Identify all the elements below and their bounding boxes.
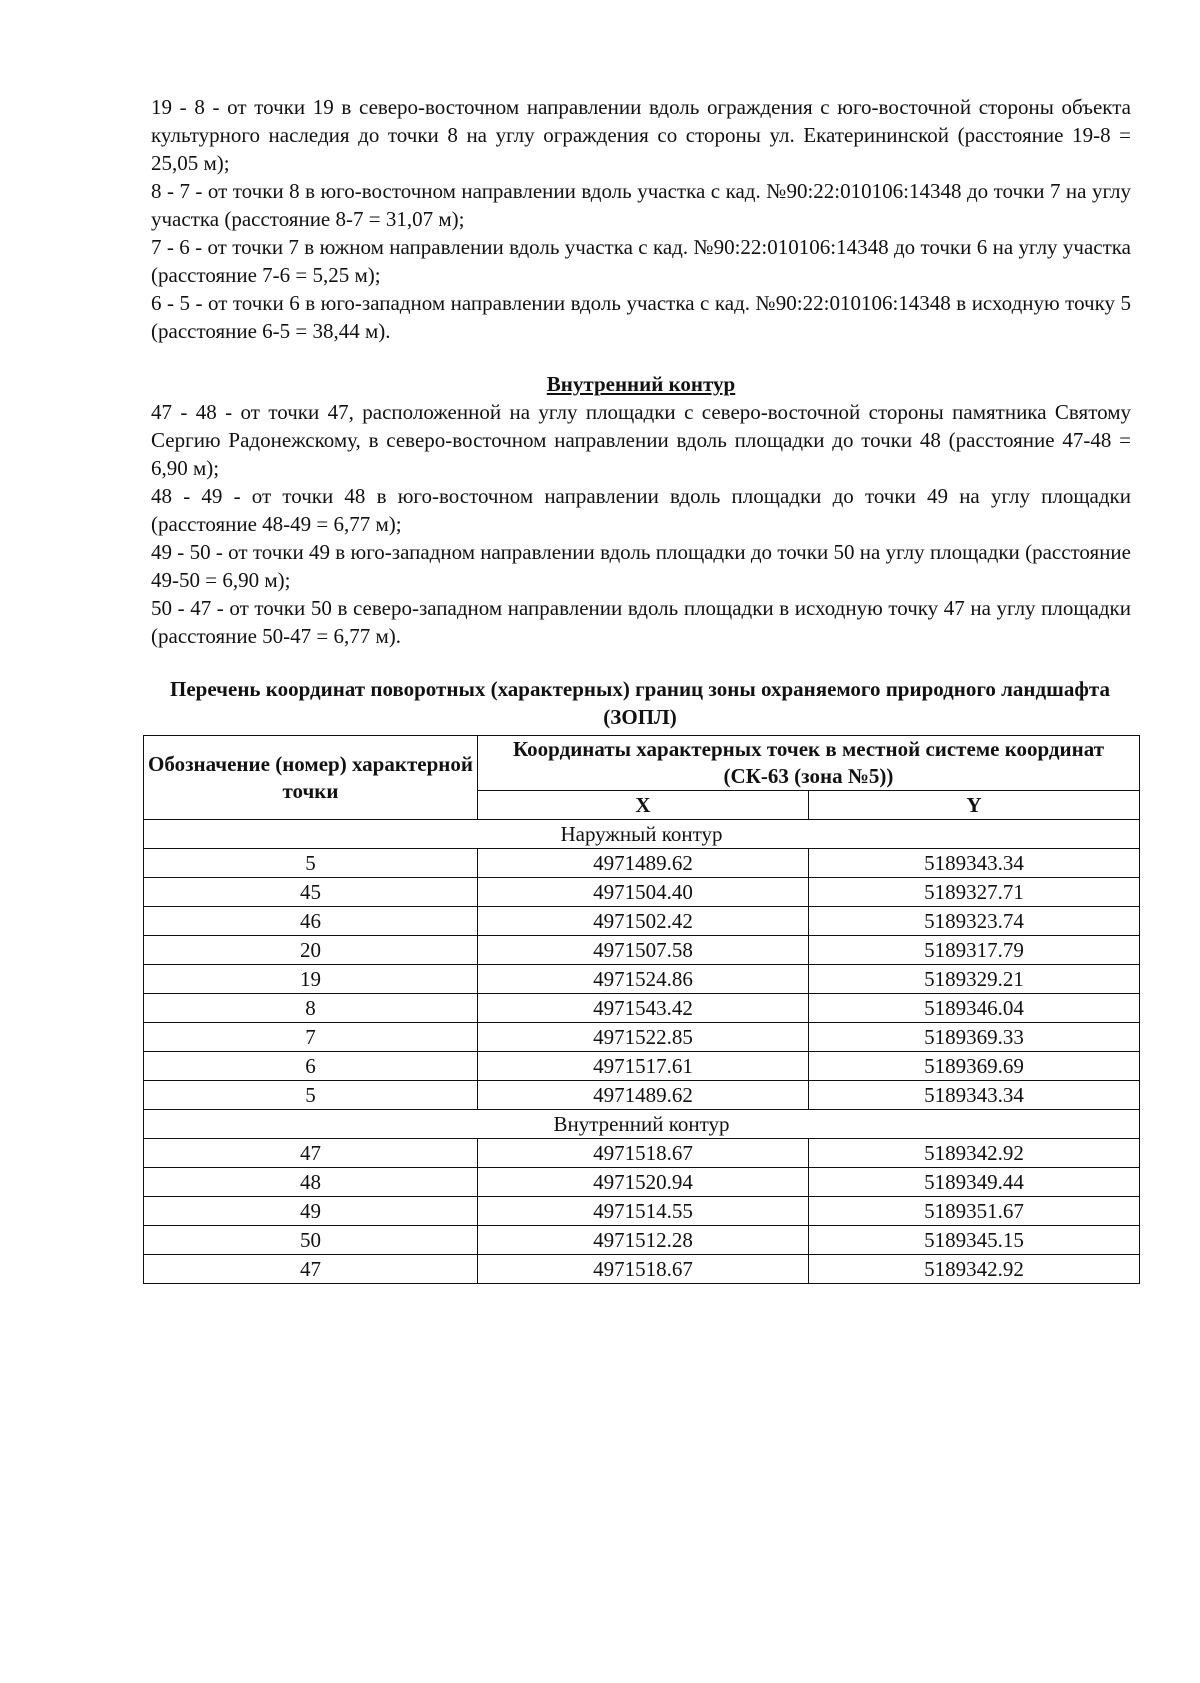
cell-point: 5 xyxy=(144,1081,478,1110)
inner-contour-heading: Внутренний контур xyxy=(546,372,736,396)
cell-y: 5189342.92 xyxy=(809,1139,1140,1168)
cell-x: 4971518.67 xyxy=(478,1139,809,1168)
section-row xyxy=(144,1110,1140,1139)
outer-contour-description xyxy=(151,93,1131,345)
cell-y: 5189317.79 xyxy=(809,936,1140,965)
table-row xyxy=(144,1255,1140,1284)
paragraph: 49 - 50 - от точки 49 в юго-западном направлении вдоль площадки до точки 50 на углу площадки (расстояние 49-50 = 6,90 м); xyxy=(151,540,1131,592)
cell-y: 5189349.44 xyxy=(809,1168,1140,1197)
cell-point: 47 xyxy=(144,1255,478,1284)
cell-point: 20 xyxy=(144,936,478,965)
cell-y: 5189369.69 xyxy=(809,1052,1140,1081)
cell-y: 5189351.67 xyxy=(809,1197,1140,1226)
header-coords: Координаты характерных точек в местной системе координат (СК-63 (зона №5)) xyxy=(478,736,1140,791)
cell-point: 19 xyxy=(144,965,478,994)
table-row xyxy=(144,907,1140,936)
cell-point: 50 xyxy=(144,1226,478,1255)
paragraph: 8 - 7 - от точки 8 в юго-восточном направлении вдоль участка с кад. №90:22:010106:14348 до точки 7 на углу участка (расстояние 8-7 = 31,07 м); xyxy=(151,179,1131,231)
inner-contour-description xyxy=(151,398,1131,650)
cell-x: 4971517.61 xyxy=(478,1052,809,1081)
cell-point: 7 xyxy=(144,1023,478,1052)
paragraph: 47 - 48 - от точки 47, расположенной на углу площадки с северо-восточной стороны памятника Святому Сергию Радонежскому, в северо-восточном направлении вдоль площадки до точки 48 (расстояние 47-48 = 6,90 м); xyxy=(151,400,1131,480)
cell-y: 5189346.04 xyxy=(809,994,1140,1023)
cell-x: 4971489.62 xyxy=(478,849,809,878)
cell-point: 45 xyxy=(144,878,478,907)
table-row xyxy=(144,1168,1140,1197)
paragraph: 7 - 6 - от точки 7 в южном направлении вдоль участка с кад. №90:22:010106:14348 до точки 6 на углу участка (расстояние 7-6 = 5,25 м); xyxy=(151,235,1131,287)
cell-x: 4971504.40 xyxy=(478,878,809,907)
cell-x: 4971520.94 xyxy=(478,1168,809,1197)
cell-y: 5189345.15 xyxy=(809,1226,1140,1255)
section-label: Наружный контур xyxy=(144,820,1140,849)
cell-x: 4971507.58 xyxy=(478,936,809,965)
cell-x: 4971522.85 xyxy=(478,1023,809,1052)
cell-y: 5189327.71 xyxy=(809,878,1140,907)
cell-point: 6 xyxy=(144,1052,478,1081)
cell-y: 5189369.33 xyxy=(809,1023,1140,1052)
cell-point: 8 xyxy=(144,994,478,1023)
cell-point: 46 xyxy=(144,907,478,936)
cell-y: 5189329.21 xyxy=(809,965,1140,994)
cell-point: 49 xyxy=(144,1197,478,1226)
cell-point: 5 xyxy=(144,849,478,878)
table-title: Перечень координат поворотных (характерных) границ зоны охраняемого природного ландшафта (ЗОПЛ) xyxy=(170,677,1110,729)
section-label: Внутренний контур xyxy=(144,1110,1140,1139)
cell-x: 4971502.42 xyxy=(478,907,809,936)
table-row xyxy=(144,994,1140,1023)
table-row xyxy=(144,1226,1140,1255)
table-row xyxy=(144,1139,1140,1168)
table-row xyxy=(144,965,1140,994)
cell-y: 5189323.74 xyxy=(809,907,1140,936)
cell-point: 48 xyxy=(144,1168,478,1197)
cell-y: 5189343.34 xyxy=(809,849,1140,878)
header-x: X xyxy=(478,791,809,820)
paragraph: 6 - 5 - от точки 6 в юго-западном направлении вдоль участка с кад. №90:22:010106:14348 в исходную точку 5 (расстояние 6-5 = 38,44 м). xyxy=(151,291,1131,343)
cell-x: 4971543.42 xyxy=(478,994,809,1023)
header-y: Y xyxy=(809,791,1140,820)
cell-y: 5189343.34 xyxy=(809,1081,1140,1110)
paragraph: 50 - 47 - от точки 50 в северо-западном направлении вдоль площадки в исходную точку 47 на углу площадки (расстояние 50-47 = 6,77 м). xyxy=(151,596,1131,648)
cell-y: 5189342.92 xyxy=(809,1255,1140,1284)
paragraph: 19 - 8 - от точки 19 в северо-восточном направлении вдоль ограждения с юго-восточной стороны объекта культурного наследия до точки 8 на углу ограждения со стороны ул. Екатерининской (расстояние 19-8 = 25,05 м); xyxy=(151,95,1131,175)
paragraph: 48 - 49 - от точки 48 в юго-восточном направлении вдоль площадки до точки 49 на углу площадки (расстояние 48-49 = 6,77 м); xyxy=(151,484,1131,536)
cell-x: 4971518.67 xyxy=(478,1255,809,1284)
table-row xyxy=(144,1052,1140,1081)
cell-point: 47 xyxy=(144,1139,478,1168)
section-row xyxy=(144,820,1140,849)
cell-x: 4971489.62 xyxy=(478,1081,809,1110)
coordinates-table xyxy=(143,735,1140,1284)
table-row xyxy=(144,878,1140,907)
table-row xyxy=(144,849,1140,878)
cell-x: 4971524.86 xyxy=(478,965,809,994)
table-row xyxy=(144,936,1140,965)
table-row xyxy=(144,1197,1140,1226)
table-row xyxy=(144,1081,1140,1110)
table-row xyxy=(144,1023,1140,1052)
cell-x: 4971512.28 xyxy=(478,1226,809,1255)
header-point: Обозначение (номер) характерной точки xyxy=(144,736,478,820)
table-body xyxy=(144,820,1140,1284)
cell-x: 4971514.55 xyxy=(478,1197,809,1226)
